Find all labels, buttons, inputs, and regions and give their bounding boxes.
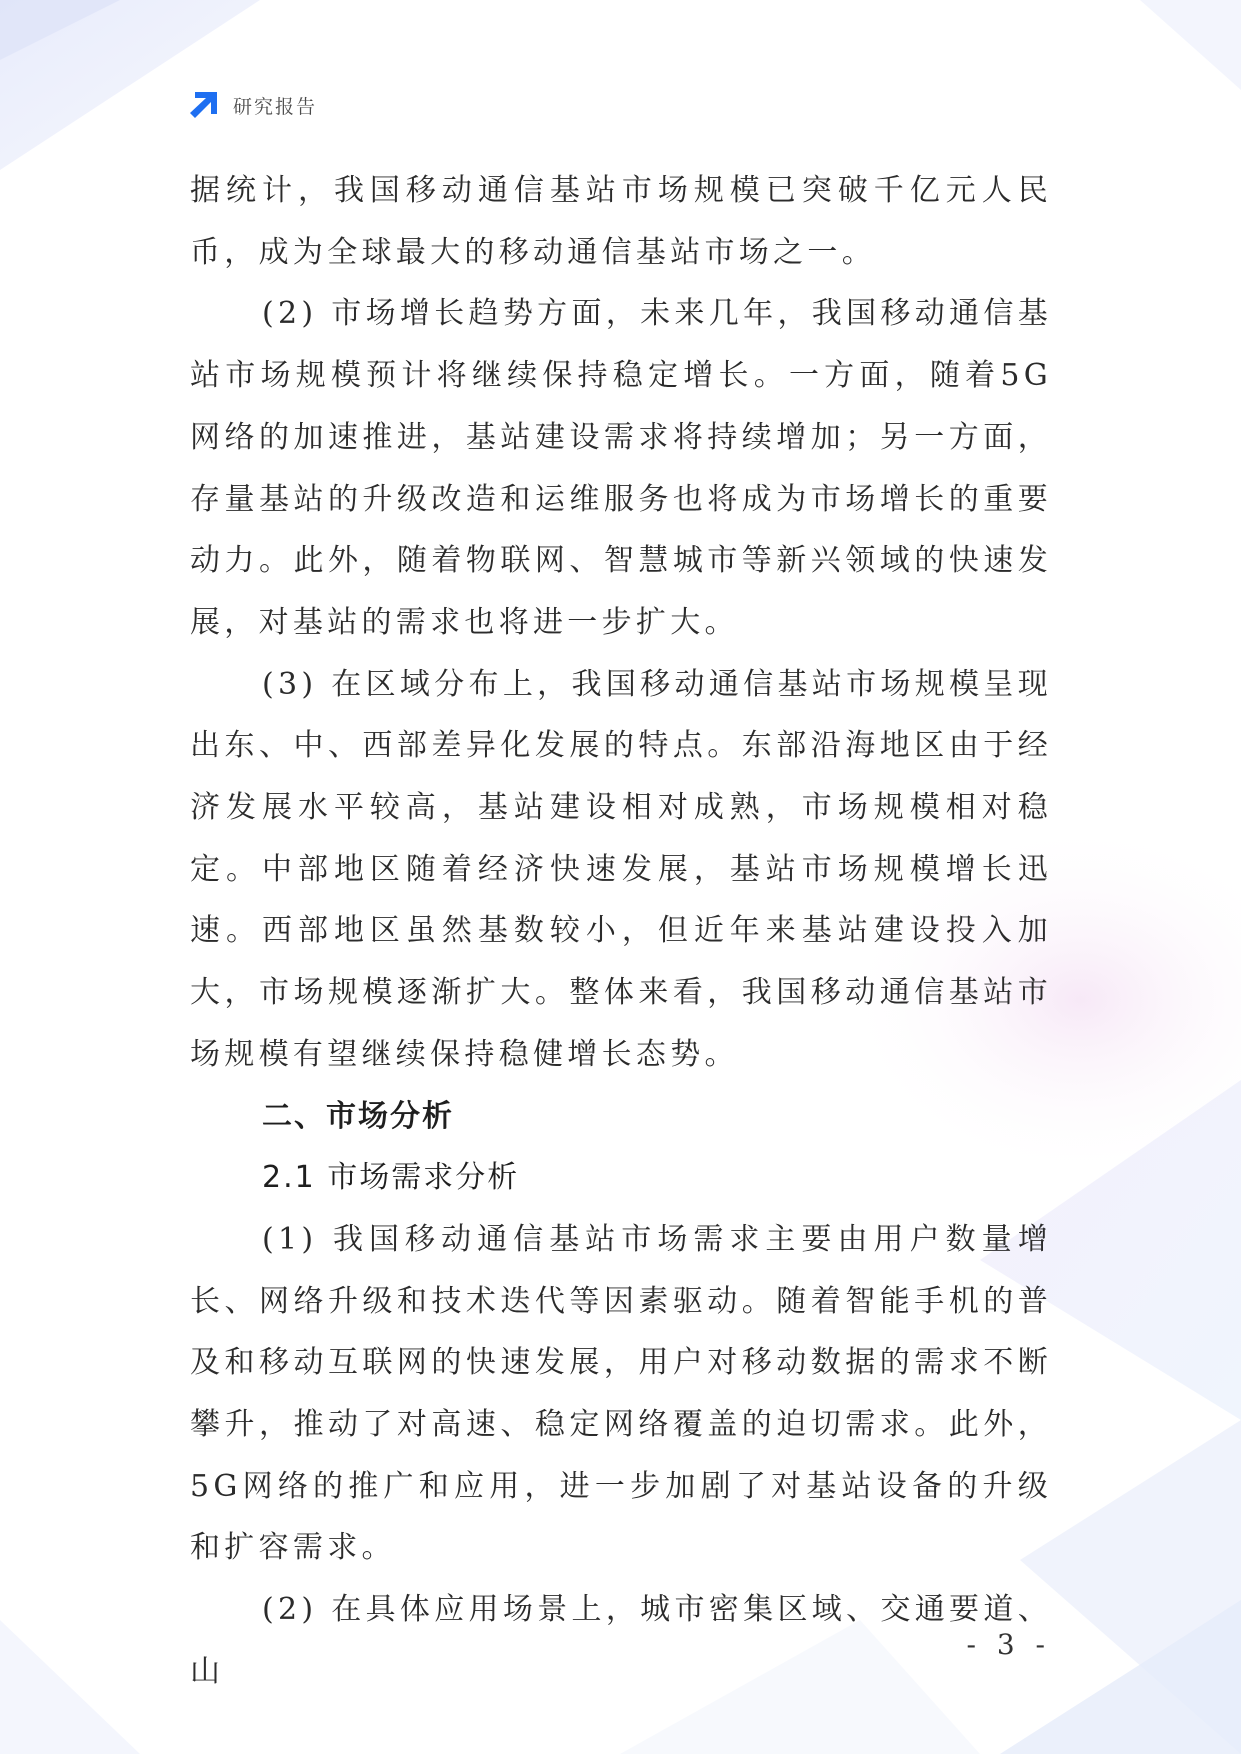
paragraph-demand-drivers: (1) 我国移动通信基站市场需求主要由用户数量增长、网络升级和技术迭代等因素驱动。随着智能手机的普及和移动互联网的快速发展，用户对移动数据的需求不断攀升，推动了对高速、稳定网络覆盖的迫切需求。此外，5G网络的推广和应用，进一步加剧了对基站设备的升级和扩容需求。 [190, 1221, 1052, 1566]
page-number: - 3 - [966, 1628, 1051, 1661]
arrow-up-right-icon [187, 88, 221, 122]
subsection-heading: 2.1 市场需求分析 [262, 1160, 520, 1196]
paragraph-application-scenarios: (2) 在具体应用场景上，城市密集区域、交通要道、山 [190, 1592, 1052, 1689]
paragraph-growth-trend: (2) 市场增长趋势方面，未来几年，我国移动通信基站市场规模预计将继续保持稳定增长。一方面，随着5G网络的加速推进，基站建设需求将持续增加；另一方面，存量基站的升级改造和运维服务也将成为市场增长的重要动力。此外，随着物联网、智慧城市等新兴领域的快速发展，对基站的需求也将进一步扩大。 [190, 296, 1052, 640]
paragraph-continuation: 据统计，我国移动通信基站市场规模已突破千亿元人民币，成为全球最大的移动通信基站市场之一。 [190, 173, 1052, 270]
document-body [190, 160, 1052, 1703]
report-header [187, 88, 317, 122]
section-heading: 二、市场分析 [262, 1098, 454, 1134]
report-header-title: 研究报告 [233, 95, 318, 118]
paragraph-regional-distribution: (3) 在区域分布上，我国移动通信基站市场规模呈现出东、中、西部差异化发展的特点。东部沿海地区由于经济发展水平较高，基站建设相对成熟，市场规模相对稳定。中部地区随着经济快速发展，基站市场规模增长迅速。西部地区虽然基数较小，但近年来基站建设投入加大，市场规模逐渐扩大。整体来看，我国移动通信基站市场规模有望继续保持稳健增长态势。 [190, 666, 1052, 1072]
